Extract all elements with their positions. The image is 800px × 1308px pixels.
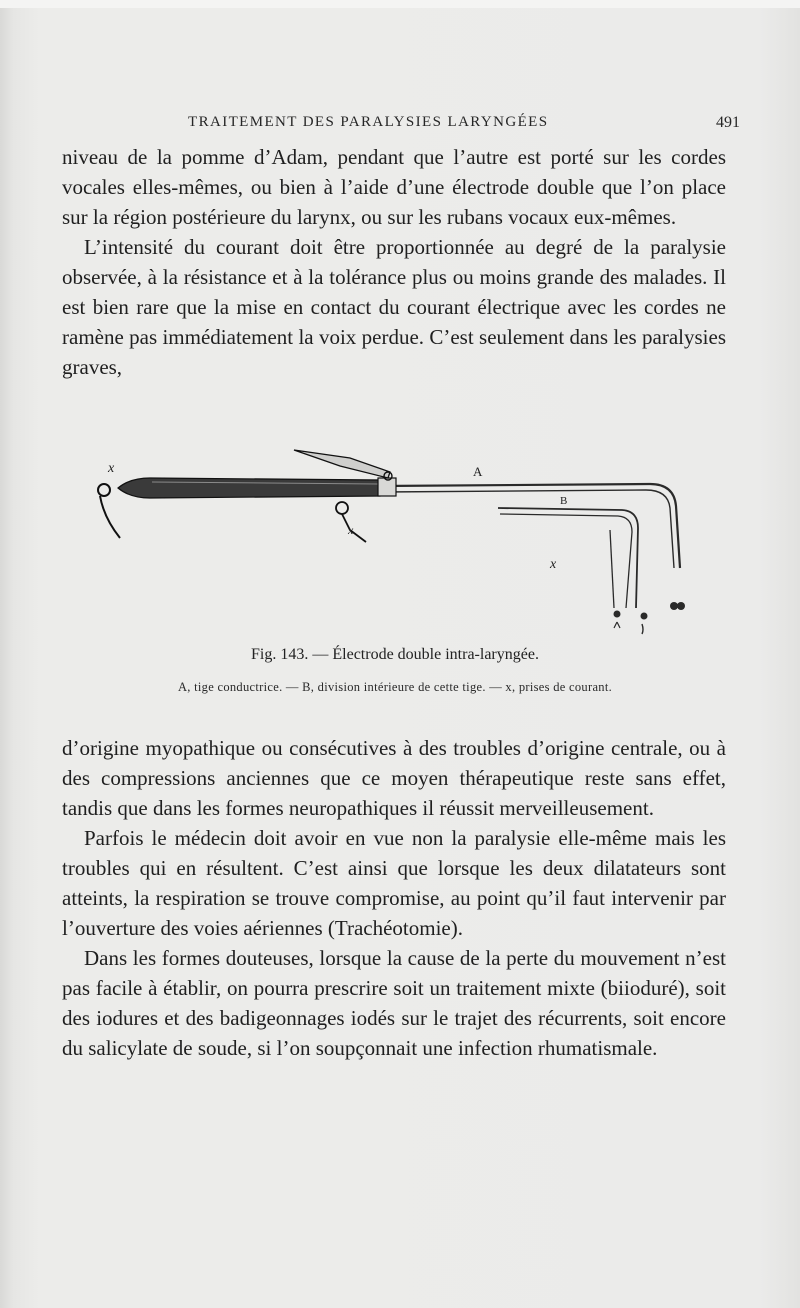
terminal-loop	[98, 484, 110, 496]
label-x: x	[108, 461, 115, 476]
electrode-tip	[614, 611, 621, 618]
paragraph: L’intensité du courant doit être proportionnée au degré de la paralysie observée, à la résistance et à la tolérance plus ou moins grande des malades. Il est bien rare que la mise en contact du courant électrique avec les cordes ne ramène pas immédiatement la voix perdue. C’est seulement dans les paralysies graves,	[62, 235, 726, 379]
label-x: x	[550, 557, 557, 572]
terminal-wire	[100, 496, 120, 538]
label-a: A	[473, 464, 483, 479]
text-block-bottom	[62, 733, 726, 1063]
rod-b-branch	[610, 530, 614, 608]
rod-a	[380, 484, 680, 568]
label-x: x	[348, 523, 354, 537]
tip-wire	[614, 622, 620, 628]
running-title: TRAITEMENT DES PARALYSIES LARYNGÉES	[188, 114, 549, 130]
figure-caption: Fig. 143. — Électrode double intra-laryngée.	[251, 646, 539, 663]
handle-terminal-wire	[342, 514, 366, 542]
figure-electrode	[90, 438, 710, 638]
figure-legend: A, tige conductrice. — B, division intérieure de cette tige. — x, prises de courant.	[177, 680, 613, 694]
paragraph: Parfois le médecin doit avoir en vue non la paralysie elle-même mais les troubles qui en résultent. C’est ainsi que lorsque les deux dilatateurs sont atteints, la respiration se trouve compromise, au point qu’il faut intervenir par l’ouverture des voies aériennes (Trachéotomie).	[62, 826, 726, 940]
page-number: 491	[716, 114, 740, 131]
collar	[378, 478, 396, 496]
electrode-tip	[677, 602, 685, 610]
label-b: B	[560, 495, 568, 507]
electrode-tip	[670, 602, 678, 610]
electrode-illustration	[90, 438, 710, 638]
text-block-top	[62, 142, 726, 382]
handle	[118, 478, 380, 498]
trigger-lever	[294, 450, 390, 478]
electrode-tip	[641, 613, 648, 620]
rod-b	[498, 508, 638, 608]
paragraph: niveau de la pomme d’Adam, pendant que l’autre est porté sur les cordes vocales elles-mêmes, ou bien à l’aide d’une électrode double que l’on place sur la région postérieure du larynx, ou sur les rubans vocaux eux-mêmes.	[62, 145, 726, 229]
paragraph: d’origine myopathique ou consécutives à des troubles d’origine centrale, ou à des compressions anciennes que ce moyen thérapeutique reste sans effet, tandis que dans les formes neuropathiques il réussit merveilleusement.	[62, 736, 726, 820]
tip-wire	[642, 624, 643, 634]
handle-terminal	[336, 502, 348, 514]
paragraph: Dans les formes douteuses, lorsque la cause de la perte du mouvement n’est pas facile à établir, on pourra prescrire soit un traitement mixte (biioduré), soit des iodures et des badigeonnages iodés sur le trajet des récurrents, soit encore du salicylate de soude, si l’on soupçonnait une infection rhumatismale.	[62, 946, 726, 1060]
